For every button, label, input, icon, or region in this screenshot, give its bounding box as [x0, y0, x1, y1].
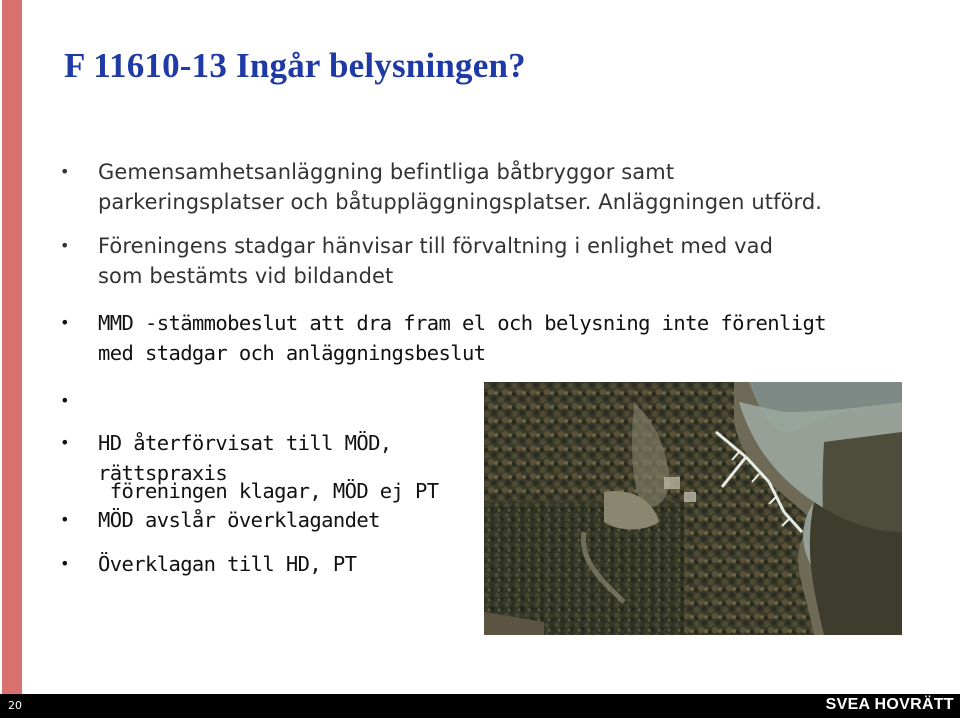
slide-title: F 11610-13 Ingår belysningen?: [64, 46, 526, 85]
bullet-line: MÖD avslår överklagandet: [98, 508, 380, 532]
bullet-line: HD återförvisat till MÖD,: [98, 431, 392, 455]
bullet-line: med stadgar och anläggningsbeslut: [98, 341, 486, 365]
bullet-item-1: [60, 157, 940, 217]
aerial-photo-icon: [484, 382, 902, 635]
bullet-dot: •: [60, 313, 70, 332]
bullet-dot: •: [60, 162, 70, 181]
bullet-line: Överklagan till HD, PT: [98, 552, 357, 576]
bullet-line: parkeringsplatser och båtuppläggningsplatser. Anläggningen utförd.: [98, 190, 823, 214]
bullet-line: föreningen klagar, MÖD ej PT: [98, 479, 439, 503]
bullet-dot: •: [60, 433, 70, 452]
bullet-dot: •: [60, 391, 70, 410]
bullet-line: MMD -stämmobeslut att dra fram el och belysning inte förenligt: [98, 311, 827, 335]
side-stripe: [2, 0, 22, 694]
bullet-item-3: [60, 308, 940, 368]
bullet-line: rättspraxis: [98, 461, 228, 485]
brand-logo: SVEA HOVRÄTT: [825, 696, 954, 713]
bullet-dot: •: [60, 510, 70, 529]
bullet-line: som bestämts vid bildandet: [98, 264, 394, 288]
bullet-dot: •: [60, 554, 70, 573]
page-number: 20: [8, 699, 22, 712]
bullet-dot: •: [60, 236, 70, 255]
bullet-line: Gemensamhetsanläggning befintliga båtbryggor samt: [98, 160, 675, 184]
bullet-item-2: [60, 231, 940, 291]
bullet-line: Föreningens stadgar hänvisar till förvaltning i enlighet med vad: [98, 234, 774, 258]
footer-bar: [0, 694, 960, 718]
